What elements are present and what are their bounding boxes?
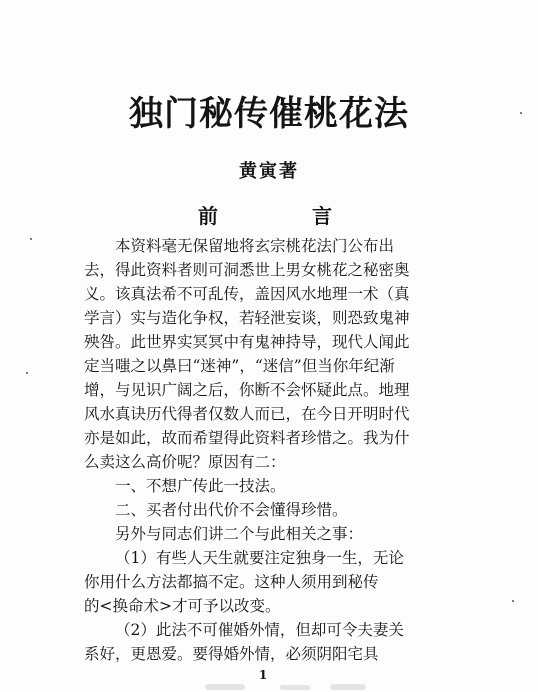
scan-speck (26, 372, 28, 374)
body-line: 你用什么方法都搞不定。这种人须用到秘传 (84, 573, 379, 591)
body-line: 定当嗤之以鼻曰“迷神”，“迷信”但当你年纪渐 (84, 357, 395, 375)
body-line: 另外与同志们讲二个与此相关之事： (115, 525, 364, 543)
page-number: 1 (258, 668, 268, 682)
body-line: 么卖这么高价呢？原因有二： (84, 453, 286, 471)
scan-smudge (280, 685, 310, 690)
body-line: 的<换命术>才可予以改变。 (84, 597, 281, 615)
document-title: 独门秘传催桃花法 (129, 94, 409, 134)
body-line: 风水真诀历代得者仅数人而已，在今日开明时代 (84, 405, 410, 423)
body-line: 义。该真法希不可乱传，盖因风水地理一术（真 (84, 285, 410, 303)
scan-smudge (205, 684, 245, 690)
body-line: 一、不想广传此一技法。 (115, 477, 286, 495)
body-line: 本资料毫无保留地将玄宗桃花法门公布出 (115, 237, 395, 255)
body-line: （2）此法不可催婚外情，但却可令夫妻关 (115, 621, 404, 639)
body-line: 殃咎。此世界实冥冥中有鬼神持导，现代人闻此 (84, 333, 410, 351)
scan-smudge (330, 684, 366, 690)
scan-speck (30, 238, 32, 240)
body-line: 二、买者付出代价不会懂得珍惜。 (115, 501, 348, 519)
body-line: 学言）实与造化争权，若轻泄妄谈，则恐致鬼神 (84, 309, 410, 327)
body-line: 增，与见识广阔之后，你断不会怀疑此点。地理 (84, 381, 410, 399)
body-line: 系好，更恩爱。要得婚外情，必须阴阳宅具 (84, 645, 379, 663)
author-byline: 黄寅著 (239, 161, 299, 182)
body-line: 去，得此资料者则可洞悉世上男女桃花之秘密奥 (84, 261, 410, 279)
scan-speck (520, 112, 522, 114)
section-heading-char-1: 前 (198, 204, 218, 228)
section-heading-char-2: 言 (312, 204, 332, 228)
body-line: （1）有些人天生就要注定独身一生，无论 (115, 549, 404, 567)
body-line: 亦是如此，故而希望得此资料者珍惜之。我为什 (84, 429, 410, 447)
scan-speck (512, 600, 514, 602)
